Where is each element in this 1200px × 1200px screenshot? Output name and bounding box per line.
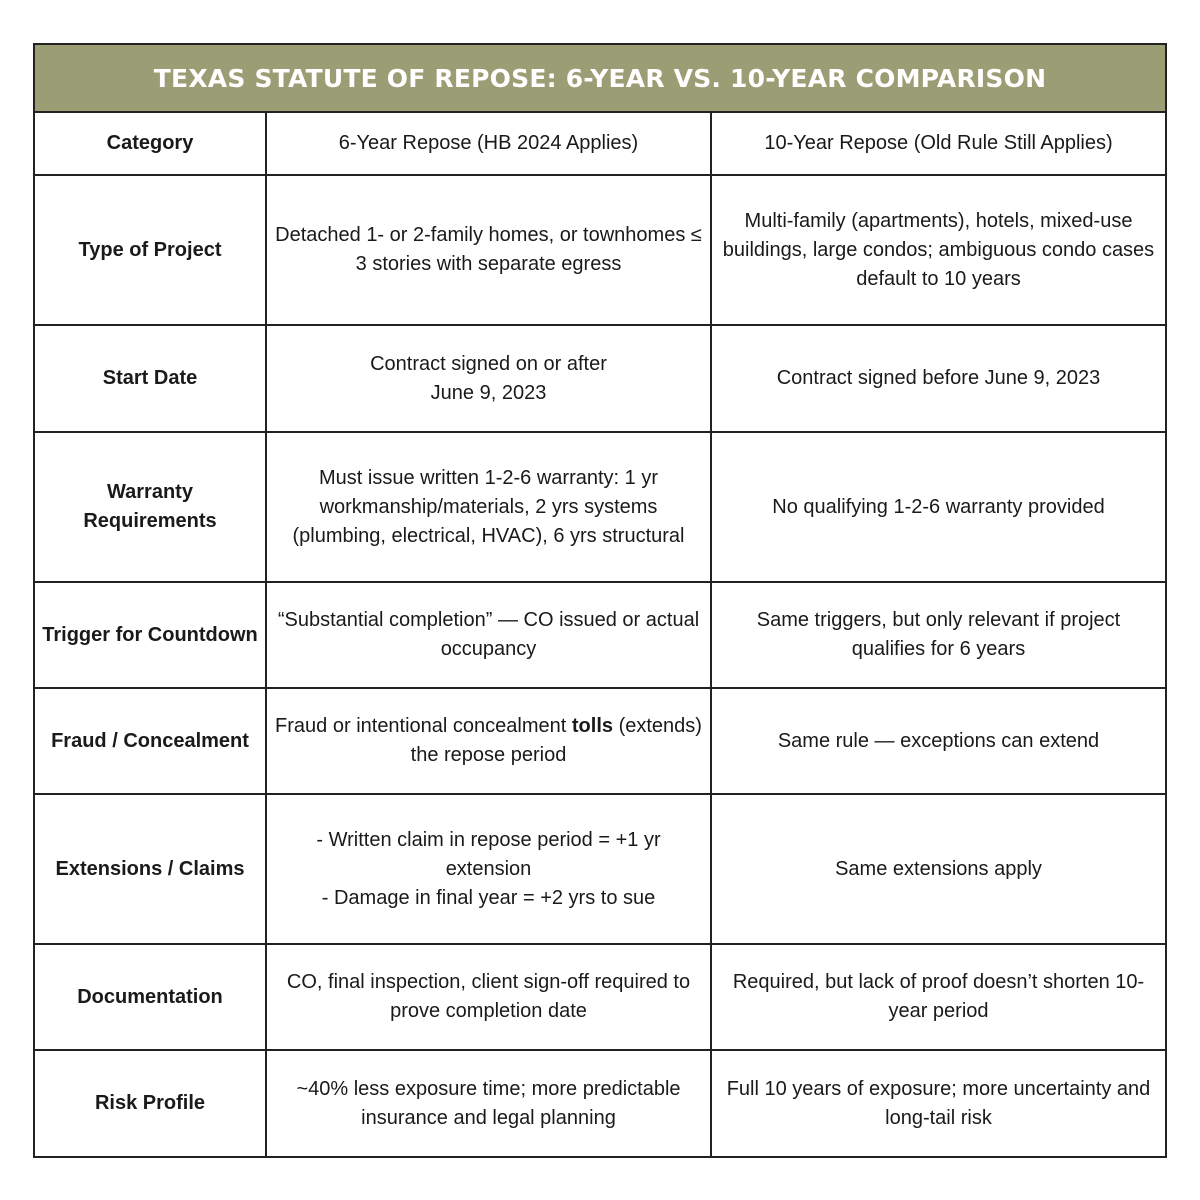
cell-line: June 9, 2023 [430,381,547,404]
ten-year-cell: Full 10 years of exposure; more uncertainty and long-tail risk [711,1050,1165,1156]
table-row [35,1050,1165,1156]
ten-year-cell: Contract signed before June 9, 2023 [711,325,1165,432]
six-year-cell [266,688,711,794]
six-year-cell: Detached 1- or 2-family homes, or townhomes ≤ 3 stories with separate egress [266,175,711,325]
column-header-six-year: 6-Year Repose (HB 2024 Applies) [266,113,711,175]
table-row [35,688,1165,794]
six-year-cell: CO, final inspection, client sign-off required to prove completion date [266,944,711,1050]
ten-year-cell: Required, but lack of proof doesn’t shorten 10-year period [711,944,1165,1050]
header-row [35,113,1165,175]
ten-year-cell: Same rule — exceptions can extend [711,688,1165,794]
six-year-cell: ~40% less exposure time; more predictable insurance and legal planning [266,1050,711,1156]
six-year-cell: “Substantial completion” — CO issued or actual occupancy [266,582,711,688]
cell-line: - Damage in final year = +2 yrs to sue [321,886,656,909]
six-year-cell [266,794,711,944]
row-category: Fraud / Concealment [35,688,266,794]
column-header-category: Category [35,113,266,175]
table-row [35,582,1165,688]
emphasis-text: tolls [571,715,614,737]
row-category: Documentation [35,944,266,1050]
ten-year-cell: Same extensions apply [711,794,1165,944]
row-category: Extensions / Claims [35,794,266,944]
cell-text: (extends) the repose period [410,715,702,766]
row-category: Risk Profile [35,1050,266,1156]
column-header-ten-year: 10-Year Repose (Old Rule Still Applies) [711,113,1165,175]
row-category: Type of Project [35,175,266,325]
ten-year-cell: No qualifying 1-2-6 warranty provided [711,432,1165,582]
comparison-grid [35,113,1165,1156]
row-category: Start Date [35,325,266,432]
cell-line: Contract signed on or after [370,352,607,375]
cell-line: - Written claim in repose period = +1 yr extension [316,828,661,880]
ten-year-cell: Multi-family (apartments), hotels, mixed-use buildings, large condos; ambiguous condo cases default to 10 years [711,175,1165,325]
table-title: TEXAS STATUTE OF REPOSE: 6-YEAR VS. 10-YEAR COMPARISON [35,45,1165,113]
cell-text: Fraud or intentional concealment [275,715,572,737]
six-year-cell [266,325,711,432]
six-year-cell: Must issue written 1-2-6 warranty: 1 yr workmanship/materials, 2 yrs systems (plumbing, electrical, HVAC), 6 yrs structural [266,432,711,582]
comparison-table [33,43,1167,1158]
row-category: Warranty Requirements [35,432,266,582]
table-row [35,175,1165,325]
row-category: Trigger for Countdown [35,582,266,688]
table-row [35,325,1165,432]
table-row [35,432,1165,582]
table-row [35,944,1165,1050]
ten-year-cell: Same triggers, but only relevant if project qualifies for 6 years [711,582,1165,688]
table-row [35,794,1165,944]
